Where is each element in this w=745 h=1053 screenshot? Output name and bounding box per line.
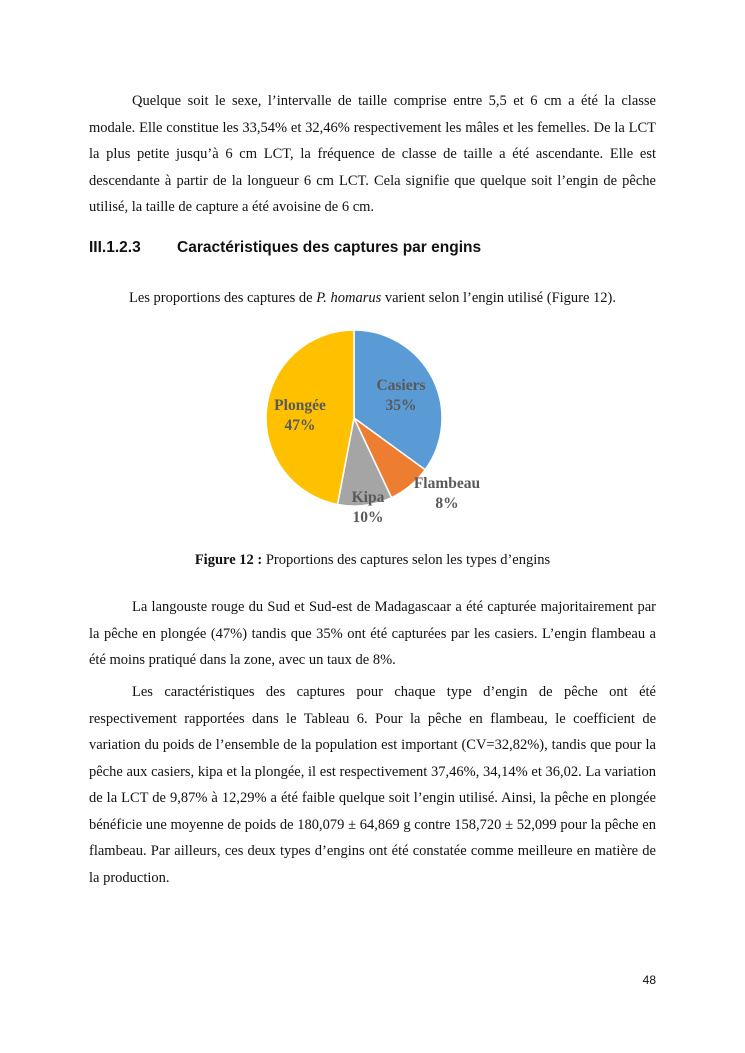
pie-value-plongee: 47% bbox=[284, 417, 316, 434]
page-number: 48 bbox=[642, 973, 656, 987]
pie-label-flambeau: Flambeau bbox=[413, 475, 481, 492]
species-name: P. homarus bbox=[316, 290, 382, 306]
figure-intro bbox=[89, 285, 656, 311]
pie-value-casiers: 35% bbox=[385, 397, 417, 414]
intro-text-after: varient selon l’engin utilisé (Figure 12). bbox=[381, 290, 617, 306]
section-heading bbox=[89, 239, 481, 257]
pie-chart bbox=[250, 320, 500, 535]
pie-label-kipa: Kipa bbox=[351, 489, 385, 506]
intro-text-before: Les proportions des captures de bbox=[128, 290, 317, 306]
paragraph-capture-characteristics: Les caractéristiques des captures pour chaque type d’engin de pêche ont été respectivement rapportées dans le Tableau 6. Pour la pêche en flambeau, le coefficient de variation du poids de l’ensemble de la population est important (CV=32,82%), tandis que pour la pêche aux casiers, kipa et la plongée, il est respectivement 37,46%, 34,14% et 36,02. La variation de la LCT de 9,87% à 12,29% a été faible quelque soit l’engin utilisé. Ainsi, la pêche en plongée bénéficie une moyenne de poids de 180,079 ± 64,869 g contre 158,720 ± 52,099 pour la pêche en flambeau. Par ailleurs, ces deux types d’engins ont été constatée comme meilleure en matière de la production. bbox=[89, 684, 656, 886]
paragraph-capture-proportions: La langouste rouge du Sud et Sud-est de Madagascaar a été capturée majoritairement par la pêche en plongée (47%) tandis que 35% ont été capturées par les casiers. L’engin flambeau a été moins pratiqué dans la zone, avec un taux de 8%. bbox=[89, 599, 656, 668]
figure-caption-label: Figure 12 : bbox=[194, 552, 263, 568]
section-title: Caractéristiques des captures par engins bbox=[177, 239, 482, 256]
figure-caption-text: Proportions des captures selon les types d’engins bbox=[262, 552, 551, 568]
pie-label-casiers: Casiers bbox=[376, 377, 426, 394]
pie-value-kipa: 10% bbox=[352, 509, 384, 526]
pie-value-flambeau: 8% bbox=[435, 495, 459, 512]
paragraph-size-class: Quelque soit le sexe, l’intervalle de taille comprise entre 5,5 et 6 cm a été la classe modale. Elle constitue les 33,54% et 32,46% respectivement les mâles et les femelles. De la LCT la plus petite jusqu’à 6 cm LCT, la fréquence de classe de taille a été ascendante. Elle est descendante à partir de la longueur 6 cm LCT. Cela signifie que quelque soit l’engin de pêche utilisé, la taille de capture a été avoisine de 6 cm. bbox=[89, 93, 656, 215]
pie-label-plongee: Plongée bbox=[274, 397, 326, 414]
section-number: III.1.2.3 bbox=[89, 239, 141, 256]
figure-caption bbox=[89, 549, 656, 571]
